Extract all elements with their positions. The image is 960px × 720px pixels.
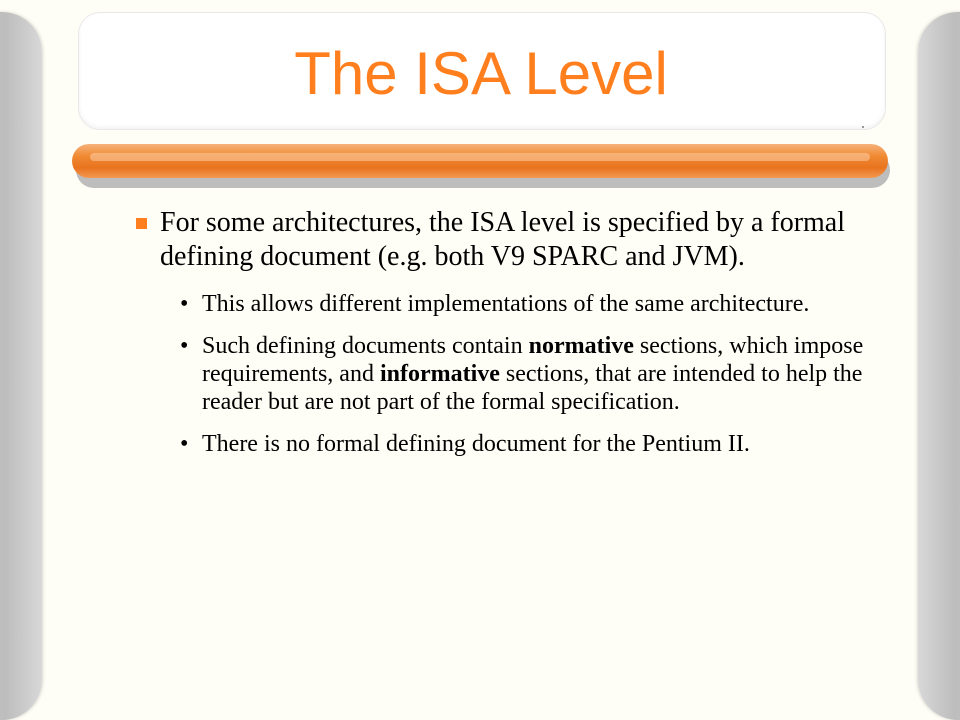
decorative-dot [862,126,864,128]
sub-bullet-1 [130,290,870,318]
square-bullet-icon [136,218,147,229]
left-side-panel [0,12,42,720]
accent-bar-highlight [90,153,870,161]
sub-bullet-2 [130,332,870,416]
sub-bullet-text: There is no formal defining document for the Pentium II. [202,431,750,457]
dot-bullet-icon: • [180,333,189,359]
sub-bullet-text-pre: Such defining documents contain [202,333,529,359]
slide-title: The ISA Level [294,40,668,107]
main-bullet [130,206,870,274]
sub-bullet-text-mid: sections, which impose requirements, and [202,333,864,387]
sub-bullet-3 [130,430,870,458]
dot-bullet-icon: • [180,431,189,457]
informative-term: informative [379,361,500,387]
dot-bullet-icon: • [180,291,189,317]
sub-bullet-text-post: sections, that are intended to help the reader but are not part of the formal specification. [202,361,863,415]
main-bullet-text: For some architectures, the ISA level is specified by a formal defining document (e.g. both V9 SPARC and JVM). [160,207,846,272]
slide-body [130,206,870,472]
sub-bullet-text: This allows different implementations of the same architecture. [202,291,810,317]
normative-term: normative [528,333,634,359]
accent-bar [72,144,888,178]
right-side-panel [918,12,960,720]
